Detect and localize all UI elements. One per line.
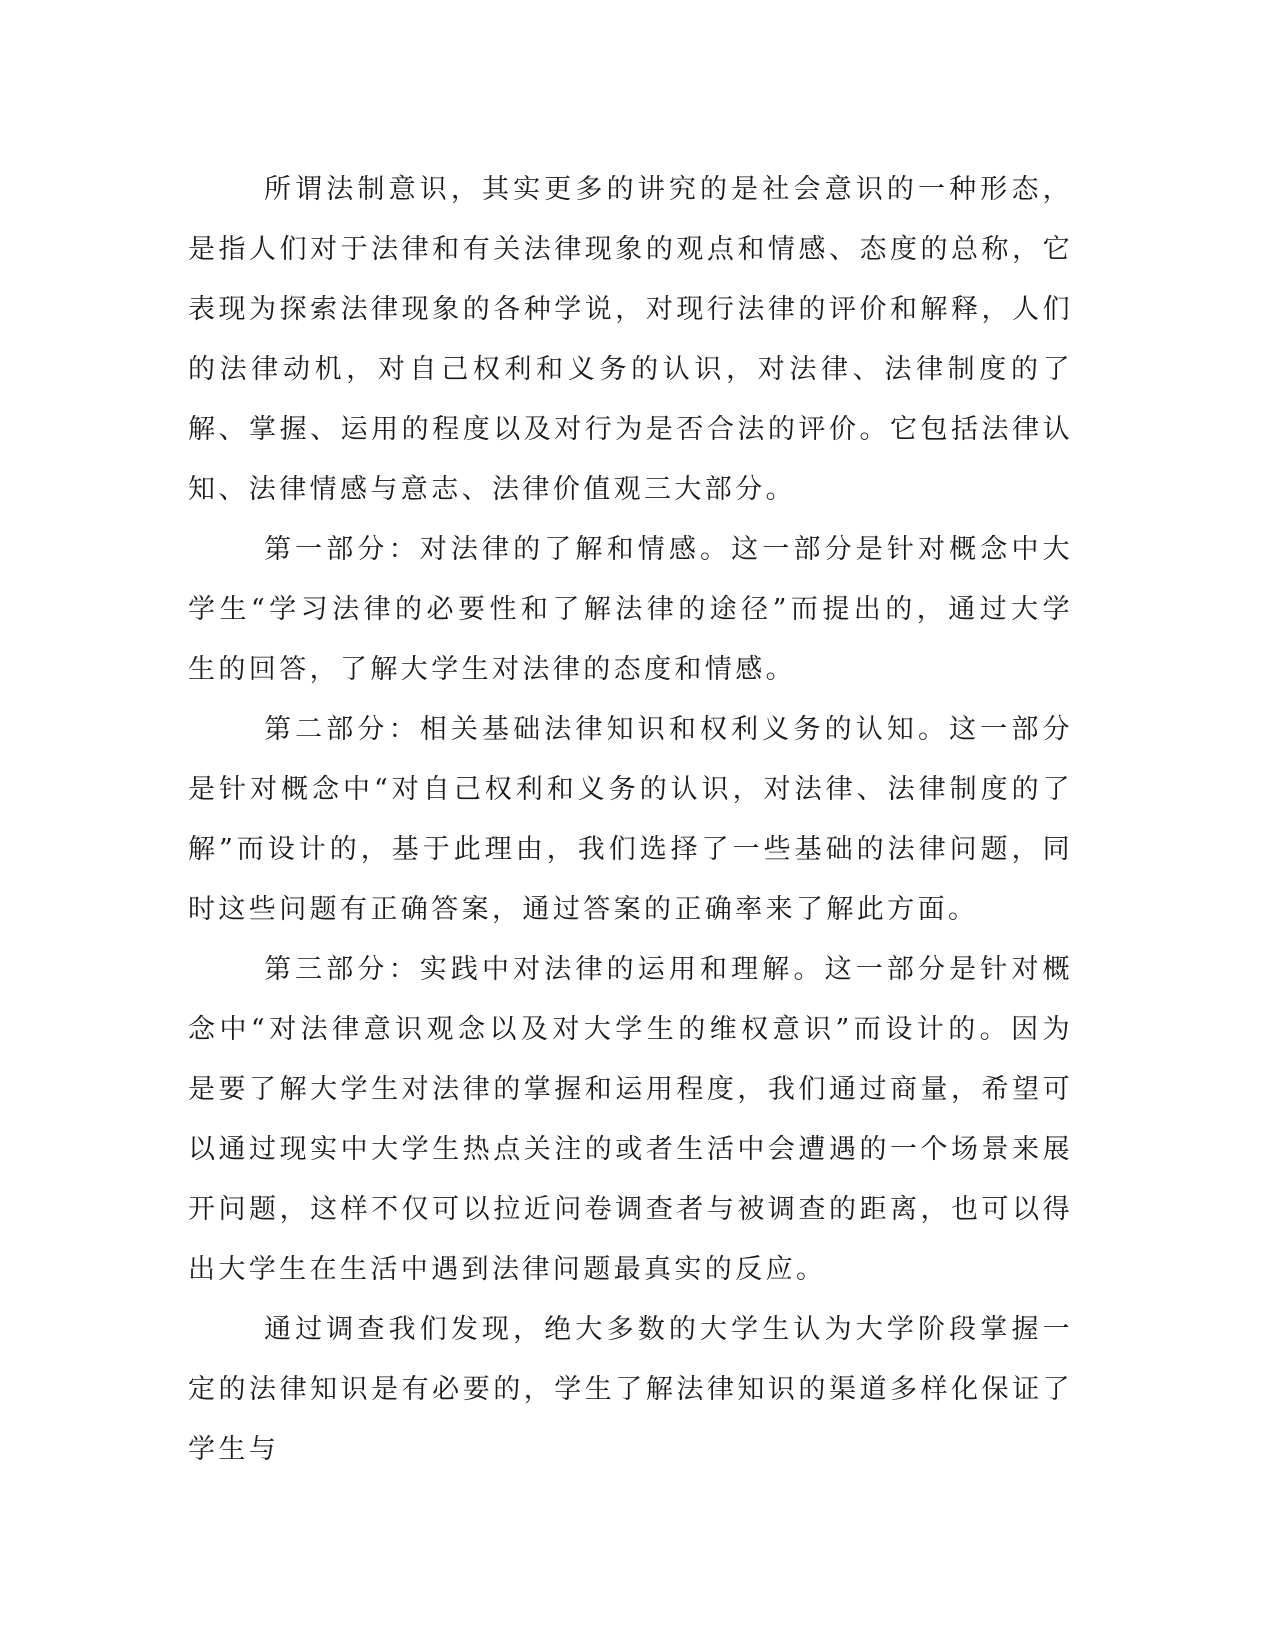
paragraph-findings: 通过调查我们发现，绝大多数的大学生认为大学阶段掌握一定的法律知识是有必要的，学生了解法律知识的渠道多样化保证了学生与 bbox=[188, 1314, 1073, 1465]
paragraph-legal-awareness-definition: 所谓法制意识，其实更多的讲究的是社会意识的一种形态，是指人们对于法律和有关法律现象的观点和情感、态度的总称，它表现为探索法律现象的各种学说，对现行法律的评价和解释，人们的法律动机，对自己权利和义务的认识，对法律、法律制度的了解、掌握、运用的程度以及对行为是否合法的评价。它包括法律认知、法律情感与意志、法律价值观三大部分。 bbox=[188, 174, 1073, 505]
paragraph-part-three: 第三部分：实践中对法律的运用和理解。这一部分是针对概念中“对法律意识观念以及对大学生的维权意识”而设计的。因为是要了解大学生对法律的掌握和运用程度，我们通过商量，希望可以通过现实中大学生热点关注的或者生活中会遭遇的一个场景来展开问题，这样不仅可以拉近问卷调查者与被调查的距离，也可以得出大学生在生活中遇到法律问题最真实的反应。 bbox=[188, 954, 1073, 1285]
paragraph-part-one: 第一部分：对法律的了解和情感。这一部分是针对概念中大学生“学习法律的必要性和了解法律的途径”而提出的，通过大学生的回答，了解大学生对法律的态度和情感。 bbox=[188, 534, 1073, 685]
document-body bbox=[188, 160, 1073, 1480]
paragraph-part-two: 第二部分：相关基础法律知识和权利义务的认知。这一部分是针对概念中“对自己权利和义务的认识，对法律、法律制度的了解”而设计的，基于此理由，我们选择了一些基础的法律问题，同时这些问题有正确答案，通过答案的正确率来了解此方面。 bbox=[188, 714, 1073, 925]
